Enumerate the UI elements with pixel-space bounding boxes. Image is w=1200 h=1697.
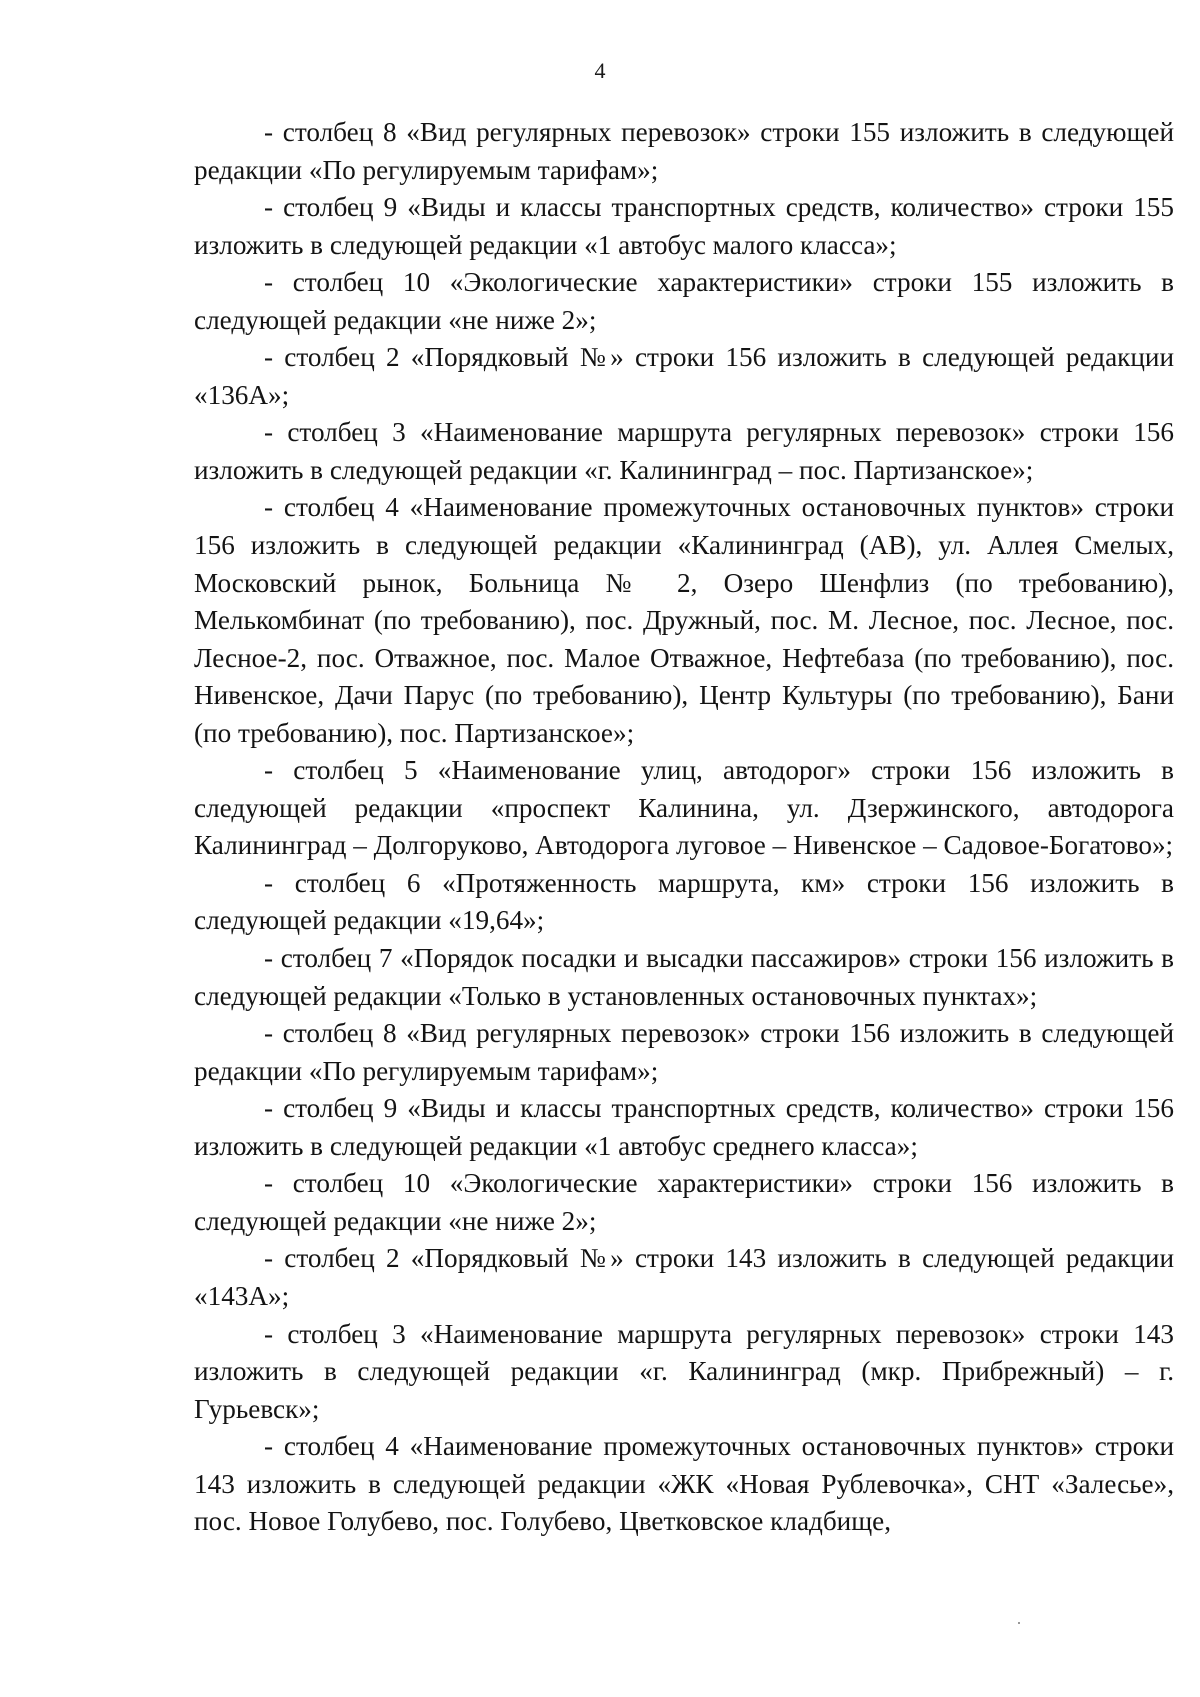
paragraph: - столбец 3 «Наименование маршрута регулярных перевозок» строки 143 изложить в следующей редакции «г. Калининград (мкр. Прибрежный) – г. Гурьевск»; — [194, 1318, 1174, 1424]
paragraph: - столбец 2 «Порядковый №» строки 143 изложить в следующей редакции «143А»; — [194, 1243, 1174, 1311]
paragraph: - столбец 6 «Протяженность маршрута, км» строки 156 изложить в следующей редакции «19,64»; — [194, 867, 1174, 936]
paragraph: - столбец 3 «Наименование маршрута регулярных перевозок» строки 156 изложить в следующей редакции «г. Калининград – пос. Партизанское»; — [194, 417, 1174, 485]
paragraph: - столбец 5 «Наименование улиц, автодорог» строки 156 изложить в следующей редакции «проспект Калинина, ул. Дзержинского, автодорога Калининград – Долгоруково, Автодорога луговое – Нивенское – Садовое-Богатово»; — [194, 755, 1174, 861]
paragraph: - столбец 2 «Порядковый №» строки 156 изложить в следующей редакции «136А»; — [194, 342, 1174, 410]
paragraph: - столбец 9 «Виды и классы транспортных средств, количество» строки 156 изложить в следующей редакции «1 автобус среднего класса»; — [194, 1093, 1174, 1161]
paragraph: - столбец 10 «Экологические характеристики» строки 156 изложить в следующей редакции «не ниже 2»; — [194, 1168, 1174, 1236]
paragraph: - столбец 4 «Наименование промежуточных остановочных пунктов» строки 156 изложить в следующей редакции «Калининград (АВ), ул. Аллея Смелых, Московский рынок, Больница № 2, Озеро Шенфлиз (по требованию), Мелькомбинат (по требованию), пос. Дружный, пос. М. Лесное, пос. Лесное, пос. Лесное-2, пос. Отважное, пос. Малое Отважное, Нефтебаза (по требованию), пос. Нивенское, Дачи Парус (по требованию), Центр Культуры (по требованию), Бани (по требованию), пос. Партизанское»; — [194, 492, 1174, 748]
paragraph: - столбец 4 «Наименование промежуточных остановочных пунктов» строки 143 изложить в следующей редакции «ЖК «Новая Рублевочка», СНТ «Залесье», пос. Новое Голубево, пос. Голубево, Цветковское кладбище, — [194, 1431, 1174, 1537]
paragraph: - столбец 7 «Порядок посадки и высадки пассажиров» строки 156 изложить в следующей редакции «Только в установленных остановочных пунктах»; — [194, 943, 1174, 1011]
document-body — [194, 114, 1174, 1541]
paragraph: - столбец 9 «Виды и классы транспортных средств, количество» строки 155 изложить в следующей редакции «1 автобус малого класса»; — [194, 192, 1174, 260]
scan-speck — [1018, 1622, 1020, 1624]
paragraph: - столбец 8 «Вид регулярных перевозок» строки 155 изложить в следующей редакции «По регулируемым тарифам»; — [194, 117, 1174, 185]
paragraph: - столбец 8 «Вид регулярных перевозок» строки 156 изложить в следующей редакции «По регулируемым тарифам»; — [194, 1018, 1174, 1086]
paragraph: - столбец 10 «Экологические характеристики» строки 155 изложить в следующей редакции «не ниже 2»; — [194, 267, 1174, 335]
page-number: 4 — [594, 58, 606, 83]
